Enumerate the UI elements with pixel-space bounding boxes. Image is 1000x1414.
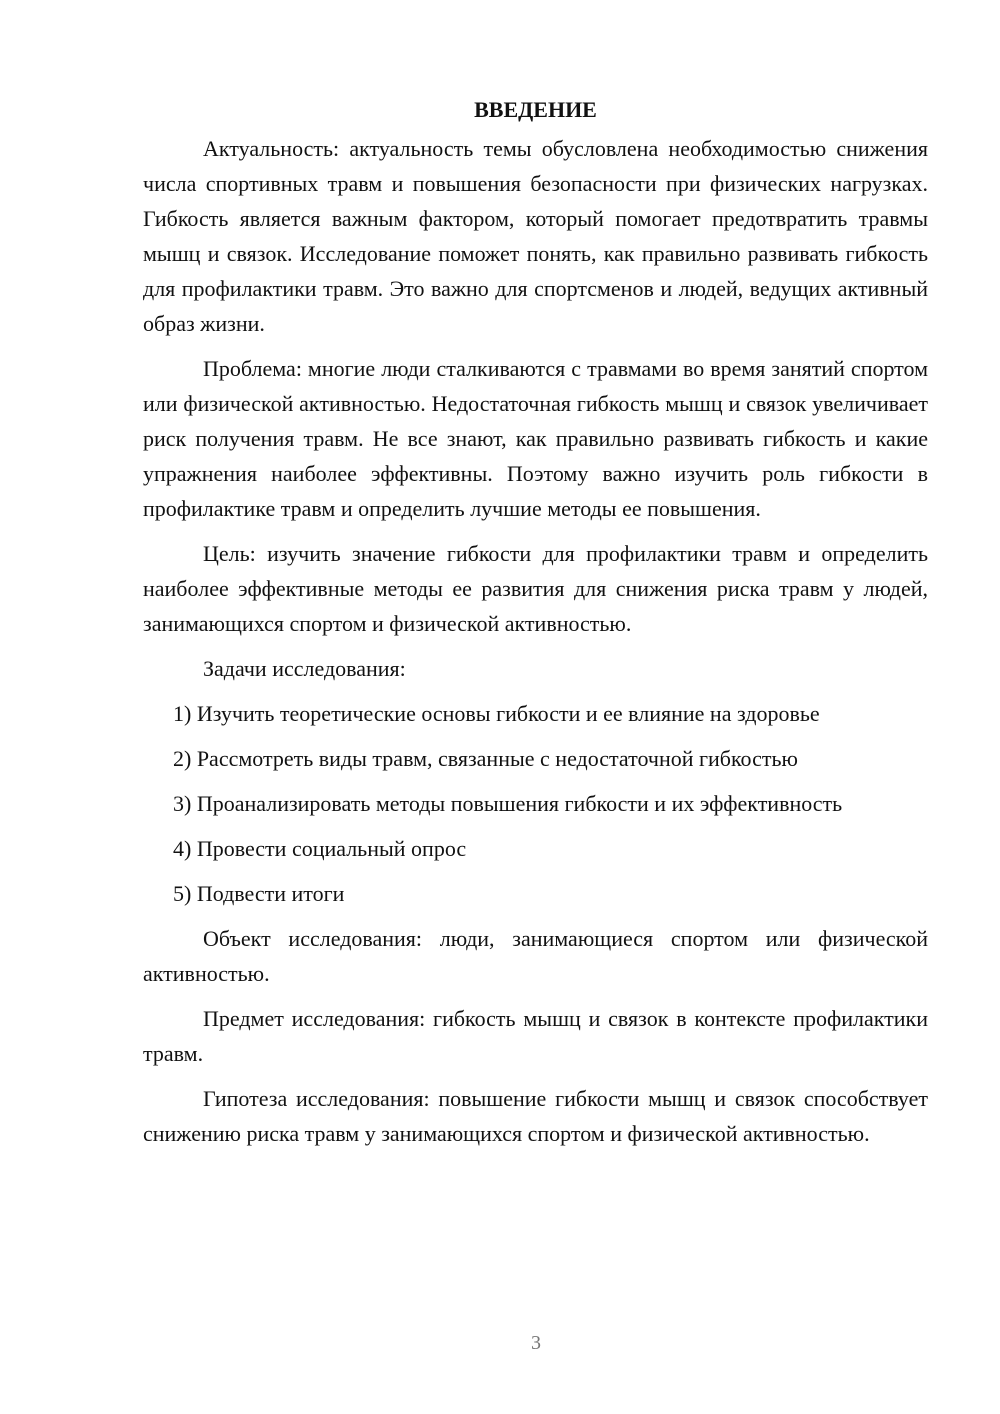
- paragraph-hypothesis: Гипотеза исследования: повышение гибкости мышц и связок способствует снижению риска травм у занимающихся спортом и физической активностью.: [143, 1086, 928, 1146]
- paragraph-tasks-heading: Задачи исследования:: [203, 656, 406, 681]
- task-item-5: 5) Подвести итоги: [173, 881, 345, 906]
- paragraph-relevance: Актуальность: актуальность темы обусловлена необходимостью снижения числа спортивных травм и повышения безопасности при физических нагрузках. Гибкость является важным фактором, который помогает предотвратить травмы мышц и связок. Исследование поможет понять, как правильно развивать гибкость для профилактики травм. Это важно для спортсменов и людей, ведущих активный образ жизни.: [143, 136, 928, 336]
- task-item-1: 1) Изучить теоретические основы гибкости и ее влияние на здоровье: [173, 701, 820, 726]
- page-number: 3: [531, 1332, 541, 1354]
- document-body: [143, 92, 928, 1161]
- paragraph-object: Объект исследования: люди, занимающиеся спортом или физической активностью.: [143, 926, 928, 986]
- page-title: ВВЕДЕНИЕ: [474, 97, 597, 122]
- paragraph-subject: Предмет исследования: гибкость мышц и связок в контексте профилактики травм.: [143, 1006, 928, 1066]
- task-item-4: 4) Провести социальный опрос: [173, 836, 467, 861]
- task-item-2: 2) Рассмотреть виды травм, связанные с недостаточной гибкостью: [173, 746, 798, 771]
- paragraph-goal: Цель: изучить значение гибкости для профилактики травм и определить наиболее эффективные методы ее развития для снижения риска травм у людей, занимающихся спортом и физической активностью.: [143, 541, 928, 636]
- task-item-3: 3) Проанализировать методы повышения гибкости и их эффективность: [173, 791, 843, 816]
- paragraph-problem: Проблема: многие люди сталкиваются с травмами во время занятий спортом или физической активностью. Недостаточная гибкость мышц и связок увеличивает риск получения травм. Не все знают, как правильно развивать гибкость и какие упражнения наиболее эффективны. Поэтому важно изучить роль гибкости в профилактике травм и определить лучшие методы ее повышения.: [143, 356, 928, 521]
